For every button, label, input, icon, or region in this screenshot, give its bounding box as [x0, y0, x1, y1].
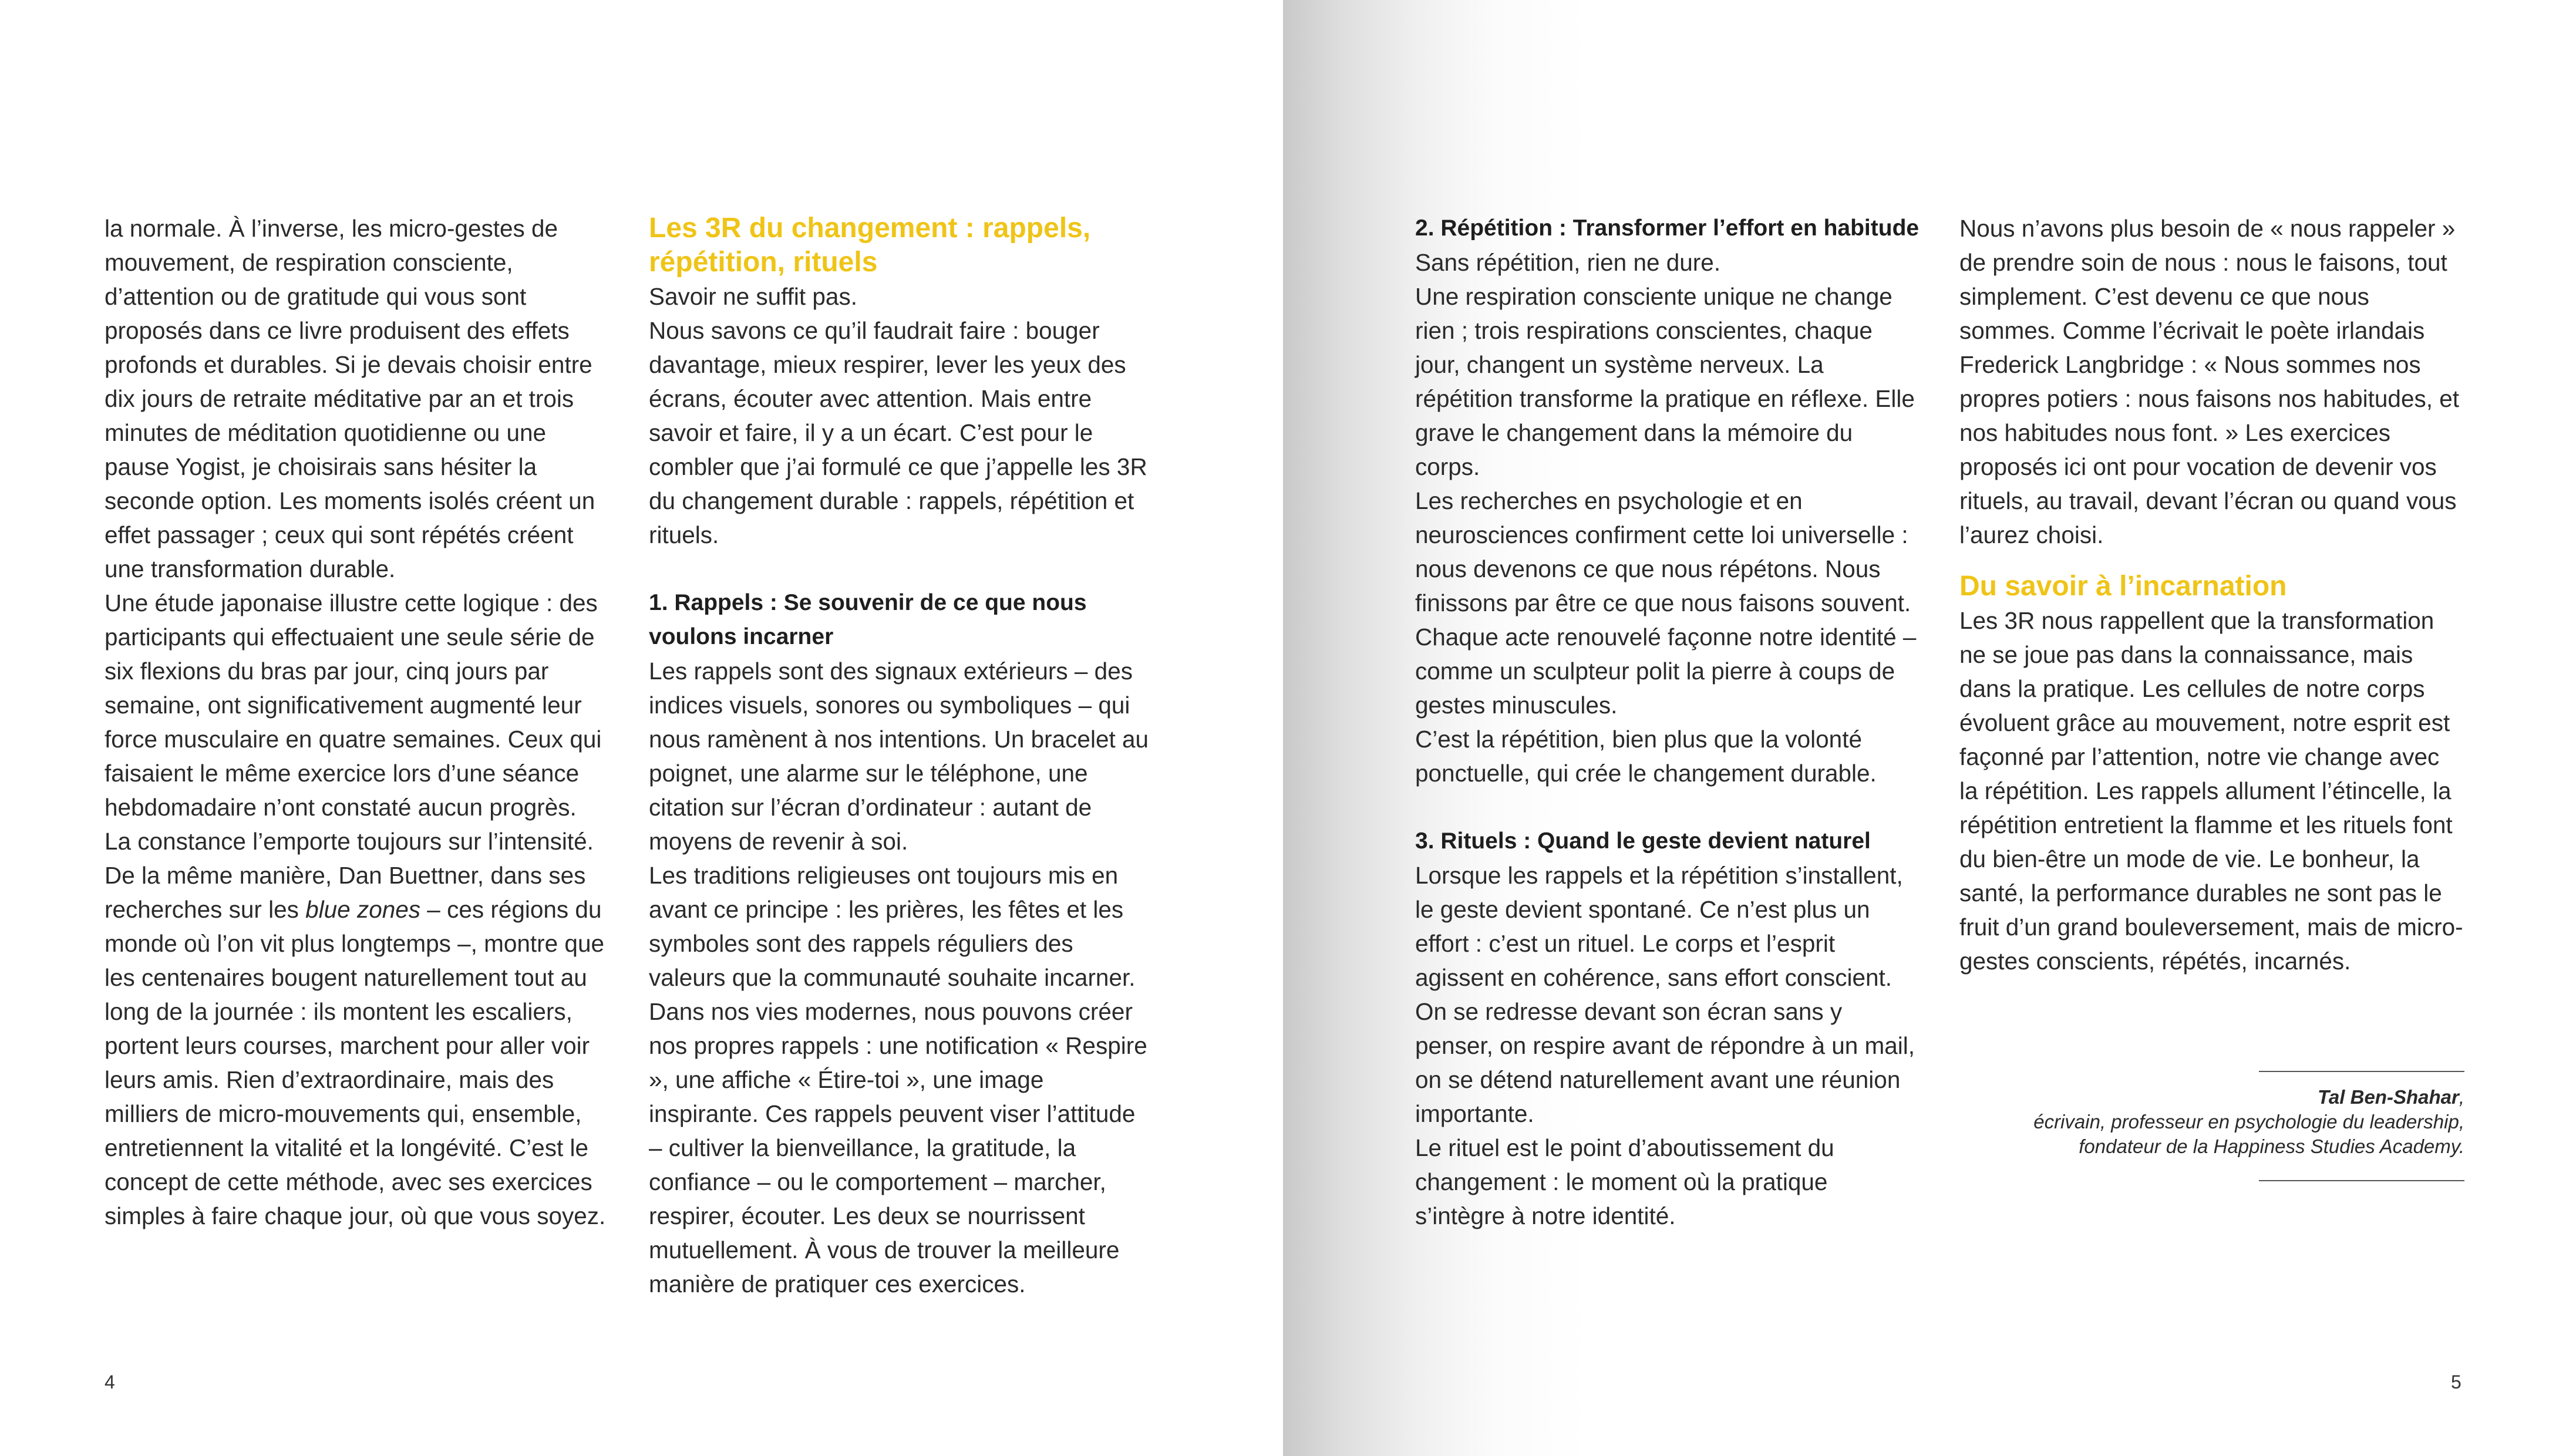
divider — [2259, 1071, 2464, 1072]
body-paragraph: Nous savons ce qu’il faudrait faire : bouger davantage, mieux respirer, lever les yeux des écrans, écouter avec attention. Mais entre savoir et faire, il y a un écart. C’est pour le combler que j’ai formulé ce que j’appelle les 3R du changement durable : rappels, répétition et rituels. — [649, 317, 1147, 548]
quote-author — [2318, 1085, 2464, 1110]
subsection-heading: 2. Répétition : Transformer l’effort en habitude — [1415, 215, 1920, 241]
body-paragraph: Les rappels sont des signaux extérieurs – des indices visuels, sonores ou symboliques – qui nous ramènent à nos intentions. Un bracelet au poignet, une alarme sur le téléphone, une citation sur l’écran d’ordinateur : autant de moyens de revenir à soi. — [649, 658, 1149, 855]
body-paragraph: Les 3R nous rappellent que la transformation ne se joue pas dans la connaissance, mais dans la pratique. Les cellules de notre corps évoluent grâce au mouvement, notre esprit est façonné par l’attention, notre vie change avec la répétition. Les rappels allument l’étincelle, la répétition entretient la flamme et les rituels font du bien-être un mode de vie. Le bonheur, la santé, la performance durables ne sont pas le fruit d’un grand bouleversement, mais de micro-gestes conscients, répétés, incarnés. — [1959, 607, 2463, 975]
spacer — [1959, 552, 2464, 569]
body-paragraph: Le rituel est le point d’aboutissement du changement : le moment où la pratique s’intègre à notre identité. — [1415, 1134, 1834, 1229]
left-page-column-2 — [649, 211, 1151, 1301]
subsection-heading: 3. Rituels : Quand le geste devient naturel — [1415, 828, 1871, 854]
section-heading: Du savoir à l’incarnation — [1959, 571, 2287, 602]
body-paragraph: Les traditions religieuses ont toujours mis en avant ce principe : les prières, les fêtes et les symboles sont des rappels réguliers des valeurs que la communauté souhaite incarner. — [649, 862, 1136, 991]
body-paragraph: la normale. À l’inverse, les micro-gestes de mouvement, de respiration consciente, d’attention ou de gratitude qui vous sont proposés dans ce livre produisent des effets profonds et durables. Si je devais choisir entre dix jours de retraite méditative par an et trois minutes de méditation quotidienne ou une pause Yogist, je choisirais sans hésiter la seconde option. Les moments isolés créent un effet passager ; ceux qui sont répétés créent une transformation durable. — [105, 215, 595, 582]
body-paragraph: Dans nos vies modernes, nous pouvons créer nos propres rappels : une notification « Respire », une affiche « Étire-toi », une image inspirante. Ces rappels peuvent viser l’attitude – cultiver la bienveillance, la gratitude, la confiance – ou le comportement – marcher, respirer, écouter. Les deux se nourrissent mutuellement. À vous de trouver la meilleure manière de pratiquer ces exercices. — [649, 998, 1147, 1297]
spacer — [649, 552, 1151, 586]
italic-term: blue zones — [305, 896, 421, 923]
divider — [2259, 1180, 2464, 1181]
body-paragraph: C’est la répétition, bien plus que la volonté ponctuelle, qui crée le changement durable. — [1415, 726, 1877, 787]
body-paragraph: Sans répétition, rien ne dure. — [1415, 249, 1721, 276]
body-paragraph — [105, 858, 607, 1233]
page-number: 4 — [105, 1371, 115, 1393]
left-page-column-1 — [105, 211, 607, 1233]
body-paragraph: Lorsque les rappels et la répétition s’installent, le geste devient spontané. Ce n’est plus un effort : c’est un rituel. Le corps et l’esprit agissent en cohérence, sans effort conscient. On se redresse devant son écran sans y penser, on respire avant de répondre à un mail, on se détend naturellement avant une réunion importante. — [1415, 862, 1915, 1127]
body-paragraph: Savoir ne suffit pas. — [649, 283, 857, 310]
author-suffix: , — [2459, 1086, 2464, 1108]
right-page-column-1 — [1415, 211, 1920, 1233]
body-paragraph: Nous n’avons plus besoin de « nous rappeler » de prendre soin de nous : nous le faisons, tout simplement. C’est devenu ce que nous sommes. Comme l’écrivait le poète irlandais Frederick Langbridge : « Nous sommes nos propres potiers : nous faisons nos habitudes, et nos habitudes nous font. » Les exercices proposés ici ont pour vocation de devenir vos rituels, au travail, devant l’écran ou quand vous l’aurez choisi. — [1959, 215, 2460, 548]
text-run: De la même manière, Dan Buettner, dans ses recherches sur les — [105, 862, 586, 923]
body-paragraph: Les recherches en psychologie et en neurosciences confirment cette loi universelle : nous devenons ce que nous répétons. Nous finissons par être ce que nous faisons souvent. Chaque acte renouvelé façonne notre identité – comme un sculpteur polit la pierre à coups de gestes minuscules. — [1415, 487, 1917, 719]
subsection-heading: 1. Rappels : Se souvenir de ce que nous voulons incarner — [649, 590, 1087, 649]
author-name: Tal Ben-Shahar — [2317, 1086, 2459, 1108]
section-heading: Les 3R du changement : rappels, répétition, rituels — [649, 213, 1091, 278]
spacer — [1415, 790, 1920, 824]
text-run: – ces régions du monde où l’on vit plus longtemps –, montre que les centenaires bougent naturellement tout au long de la journée : ils montent les escaliers, portent leurs courses, marchent pour aller voir leurs amis. Rien d’extraordinaire, mais des milliers de micro-mouvements qui, ensemble, entretiennent la vitalité et la longévité. C’est le concept de cette méthode, avec ses exercices simples à faire chaque jour, où que vous soyez. — [105, 896, 606, 1229]
body-paragraph: Une étude japonaise illustre cette logique : des participants qui effectuaient une seule série de six flexions du bras par jour, cinq jours par semaine, ont significativement augmenté leur force musculaire en quatre semaines. Ceux qui faisaient le même exercice lors d’une séance hebdomadaire n’ont constaté aucun progrès. La constance l’emporte toujours sur l’intensité. — [105, 589, 602, 855]
body-paragraph: Une respiration consciente unique ne change rien ; trois respirations conscientes, chaque jour, changent un système nerveux. La répétition transforme la pratique en réflexe. Elle grave le changement dans la mémoire du corps. — [1415, 283, 1915, 480]
right-page-column-2 — [1959, 211, 2464, 978]
page-number: 5 — [2451, 1371, 2461, 1393]
author-title-line: écrivain, professeur en psychologie du leadership, — [2033, 1111, 2464, 1133]
author-title-line: fondateur de la Happiness Studies Academy. — [2079, 1135, 2464, 1157]
